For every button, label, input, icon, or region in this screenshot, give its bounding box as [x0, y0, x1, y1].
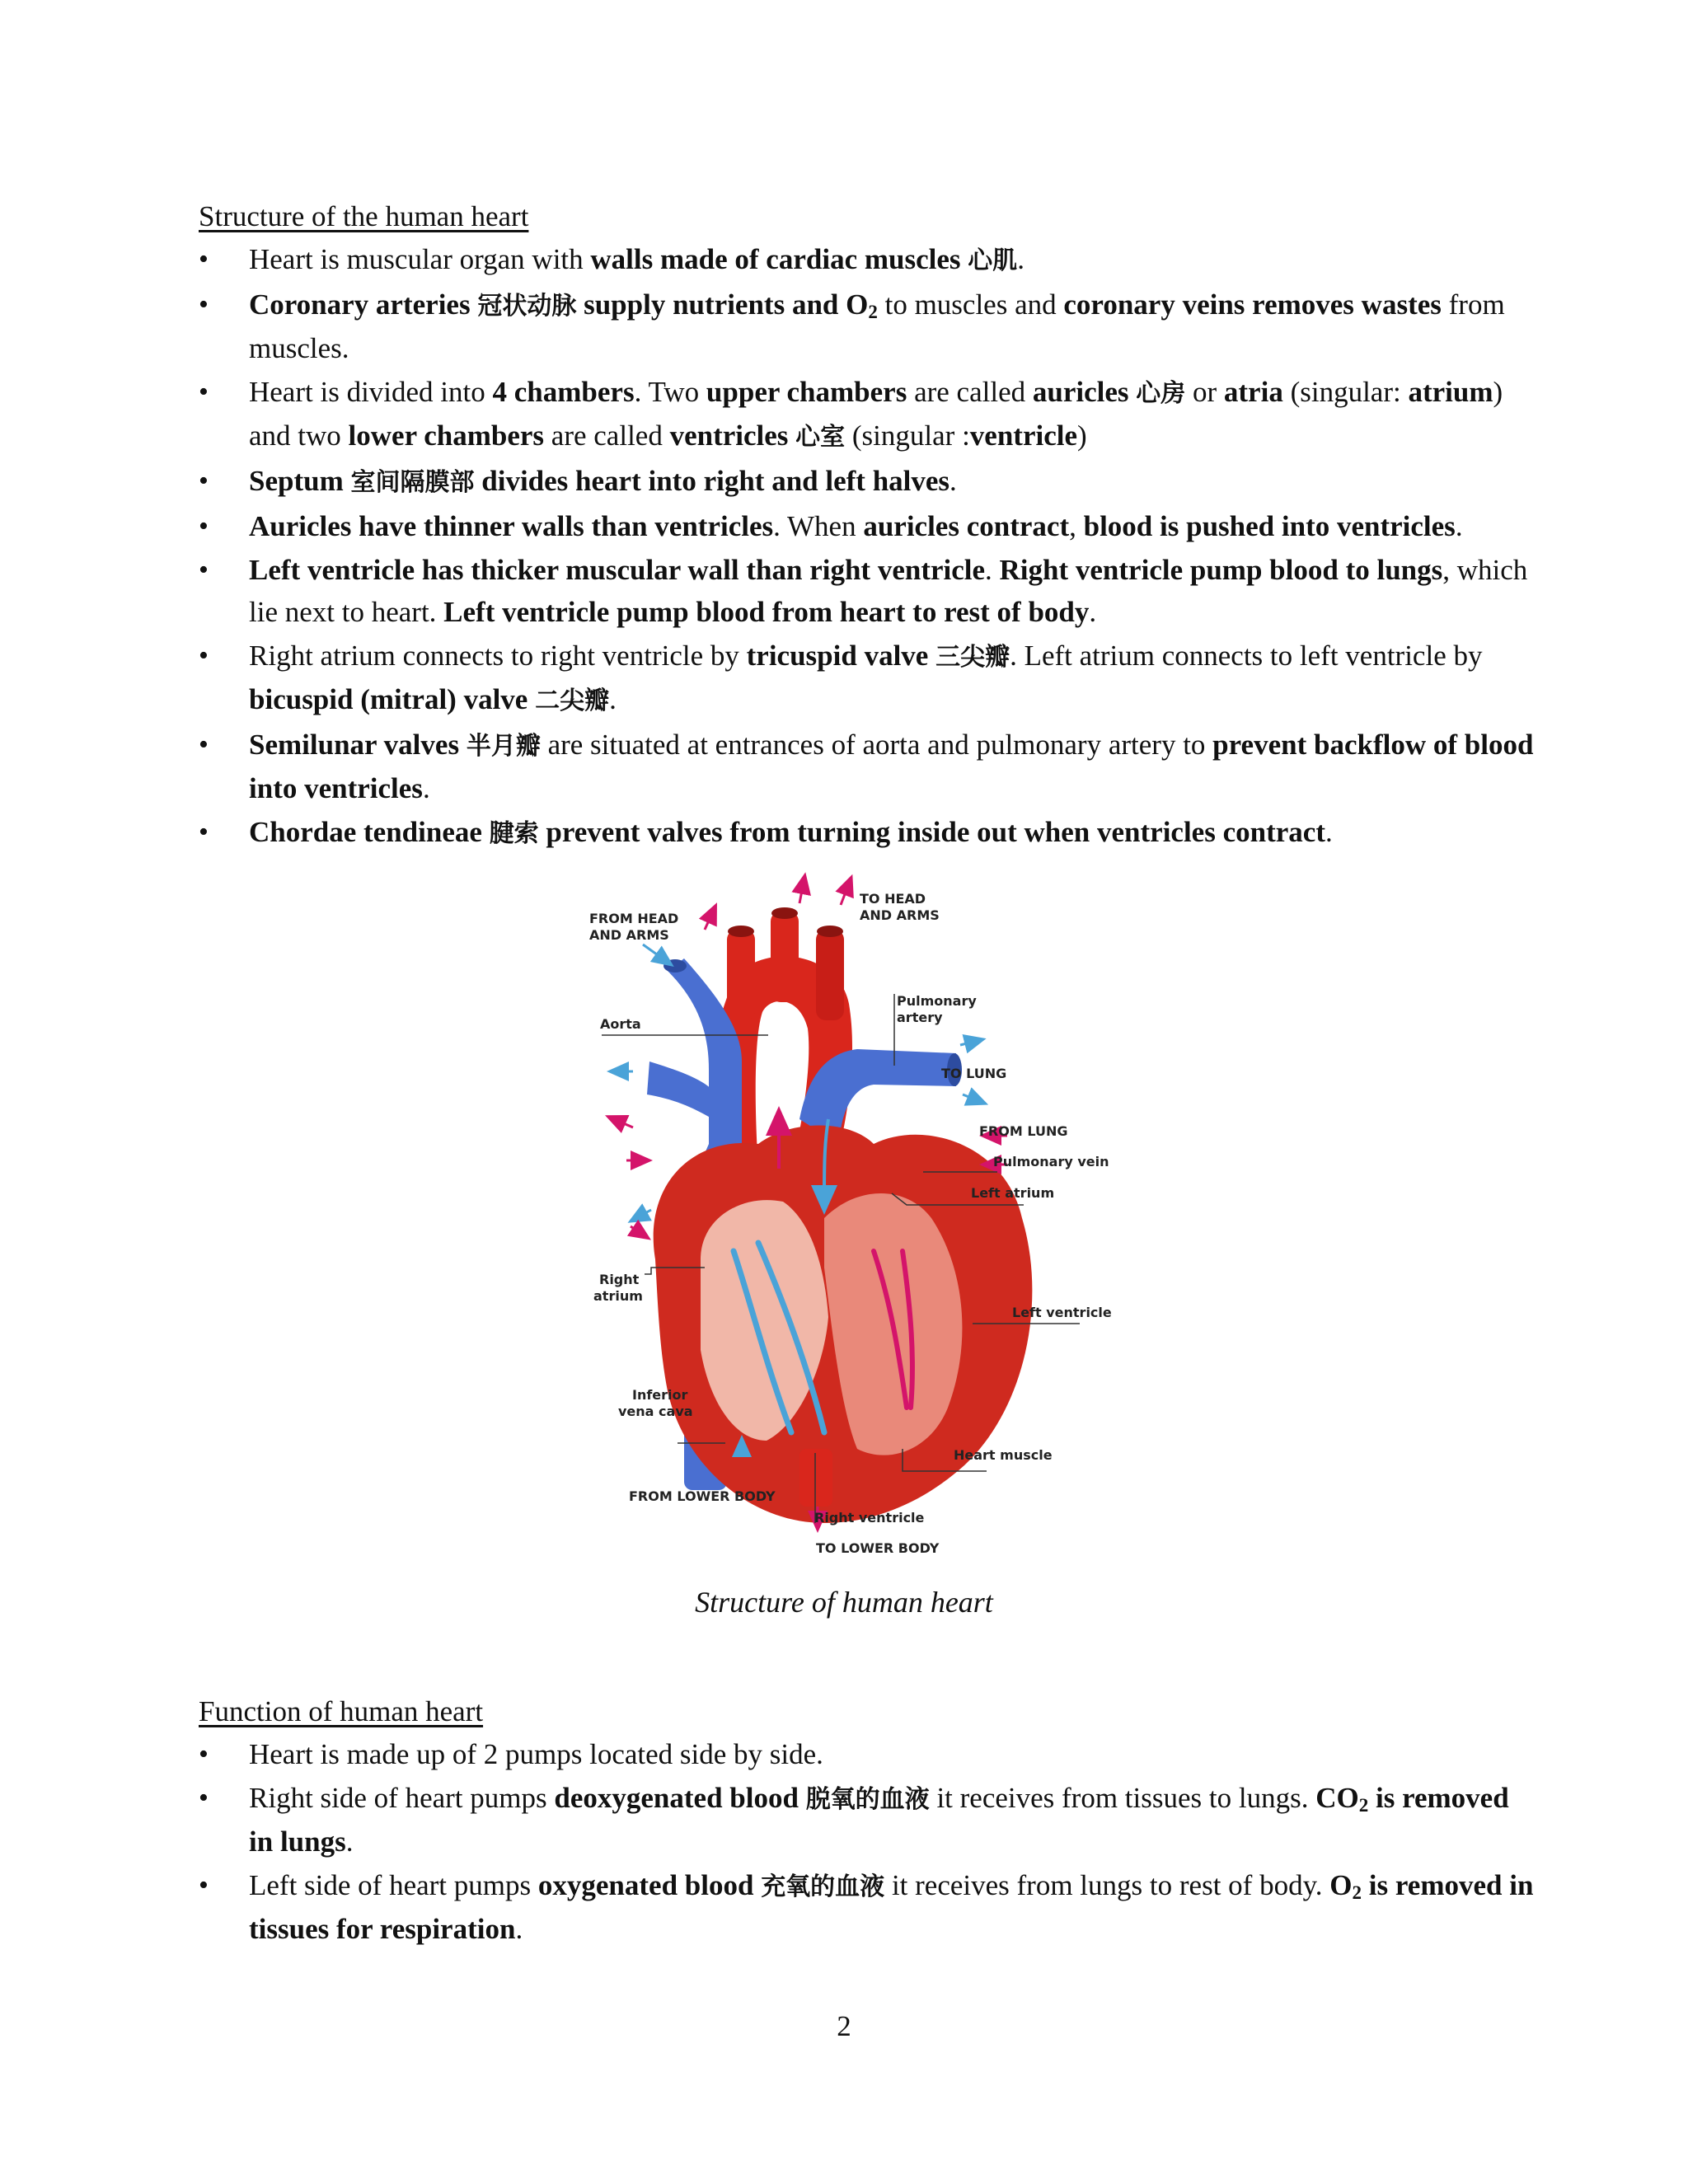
bold-text: auricles	[1032, 376, 1137, 408]
chinese-term: 室间隔膜部	[350, 468, 475, 497]
bold-text: Left ventricle has thicker muscular wall than right ventricle	[249, 554, 986, 586]
bullet-item	[199, 635, 1538, 722]
bold-text: Chordae tendineae	[249, 816, 490, 848]
subscript-text: 2	[1358, 1795, 1369, 1816]
text-run: ,	[1069, 510, 1084, 542]
text-run: .	[985, 554, 1000, 586]
bold-text: Semilunar valves	[249, 729, 467, 761]
heart-diagram	[577, 872, 1121, 1564]
text-run: Left side of heart pumps	[249, 1869, 538, 1901]
chinese-term: 二尖瓣	[535, 687, 610, 715]
bullet-item	[199, 371, 1538, 458]
bold-text: ventricles	[669, 419, 796, 452]
bold-text: walls made of cardiac muscles	[590, 243, 968, 275]
text-run: (singular:	[1282, 376, 1409, 408]
label-left-atrium: Left atrium	[971, 1185, 1055, 1201]
bold-text: is removed in lungs	[249, 1782, 1509, 1858]
bullet-item	[199, 1864, 1538, 1950]
bold-text: Left ventricle pump blood from heart to rest of body	[443, 596, 1090, 628]
text-run: are called	[907, 376, 1033, 408]
text-run: .	[1089, 596, 1097, 628]
bold-text: coronary veins removes wastes	[1063, 288, 1442, 321]
label-from-head-1: FROM HEAD	[589, 911, 679, 926]
bullet-item	[199, 505, 1538, 547]
label-left-ventricle: Left ventricle	[1012, 1305, 1112, 1320]
bold-text: blood is pushed into ventricles	[1083, 510, 1456, 542]
chinese-term: 心肌	[968, 246, 1018, 275]
bold-text: prevent valves from turning inside out when ventricles contract	[538, 816, 1325, 848]
label-pulmonary-artery-1: Pulmonary	[897, 993, 977, 1009]
page-number: 2	[837, 2010, 851, 2042]
text-run: Right atrium connects to right ventricle by	[249, 640, 747, 672]
bold-text: Right ventricle pump blood to lungs	[999, 554, 1443, 586]
text-run: from muscles.	[249, 288, 1505, 364]
text-run: to muscles and	[877, 288, 1064, 321]
bullet-item	[199, 549, 1538, 633]
bullet-item	[199, 811, 1538, 855]
bullet-item	[199, 238, 1538, 282]
label-from-head-2: AND ARMS	[589, 927, 669, 943]
structure-bullet-list	[199, 238, 1538, 855]
function-heading: Function of human heart	[199, 1695, 484, 1727]
chinese-term: 冠状动脉	[477, 292, 577, 321]
label-to-lung: TO LUNG	[941, 1066, 1007, 1081]
text-run: Heart is divided into	[249, 376, 493, 408]
text-run: Heart is muscular organ with	[249, 243, 591, 275]
bold-text: oxygenated blood	[537, 1869, 762, 1901]
label-pulmonary-artery-2: artery	[897, 1010, 943, 1025]
text-run: Right side of heart pumps	[249, 1782, 555, 1814]
structure-heading: Structure of the human heart	[199, 200, 529, 232]
label-from-lower-body: FROM LOWER BODY	[629, 1488, 776, 1504]
text-run: . Left atrium connects to left ventricle by	[1010, 640, 1483, 672]
bold-text: upper chambers	[706, 376, 907, 408]
text-run: .	[1017, 243, 1025, 275]
text-run: .	[1325, 816, 1333, 848]
label-from-lung: FROM LUNG	[979, 1123, 1068, 1139]
bold-text: 4 chambers	[492, 376, 635, 408]
bold-text: is removed in tissues for respiration	[249, 1869, 1534, 1945]
bold-text: supply nutrients and O	[576, 288, 869, 321]
label-heart-muscle: Heart muscle	[954, 1447, 1053, 1463]
text-run: Heart is made up of 2 pumps located side by side.	[249, 1738, 823, 1770]
bold-text: bicuspid (mitral) valve	[249, 683, 536, 715]
text-run: )	[1077, 419, 1087, 452]
text-run: it receives from lungs to rest of body.	[884, 1869, 1330, 1901]
text-run: are situated at entrances of aorta and pulmonary artery to	[540, 729, 1213, 761]
bold-text: lower chambers	[348, 419, 545, 452]
text-run: or	[1185, 376, 1224, 408]
bold-text: Septum	[249, 465, 351, 497]
subscript-text: 2	[1352, 1882, 1362, 1903]
text-run: .	[609, 683, 617, 715]
label-to-head-2: AND ARMS	[860, 907, 940, 923]
heart-diagram-svg	[577, 872, 1121, 1564]
text-run: .	[345, 1825, 354, 1858]
chinese-term: 心房	[1136, 379, 1186, 408]
text-run: (singular :	[845, 419, 970, 452]
bold-text: Coronary arteries	[249, 288, 478, 321]
bold-text: atrium	[1408, 376, 1493, 408]
bullet-item	[199, 724, 1538, 809]
label-pulmonary-vein: Pulmonary vein	[993, 1154, 1109, 1169]
bold-text: prevent backflow of blood into ventricles	[249, 729, 1534, 804]
text-run: . Two	[634, 376, 706, 408]
label-to-lower-body: TO LOWER BODY	[816, 1540, 940, 1556]
bold-text: O	[1329, 1869, 1353, 1901]
bullet-item	[199, 460, 1538, 504]
text-run: , which lie next to heart.	[249, 554, 1528, 628]
chinese-term: 三尖瓣	[935, 643, 1010, 672]
bold-text: ventricle	[969, 419, 1078, 452]
bold-text: auricles contract	[863, 510, 1070, 542]
bold-text: Auricles have thinner walls than ventricles	[249, 510, 774, 542]
label-to-head-1: TO HEAD	[860, 891, 926, 907]
text-run: .	[422, 772, 430, 804]
bold-text: deoxygenated blood	[554, 1782, 806, 1814]
label-right-ventricle: Right ventricle	[814, 1510, 925, 1526]
chinese-term: 心室	[795, 423, 846, 452]
text-run: it receives from tissues to lungs.	[929, 1782, 1316, 1814]
text-run: ) and two	[249, 376, 1503, 452]
bullet-item	[199, 1733, 1538, 1775]
bold-text: tricuspid valve	[746, 640, 936, 672]
bold-text: divides heart into right and left halves	[474, 465, 950, 497]
chinese-term: 脱氧的血液	[805, 1785, 930, 1814]
label-aorta: Aorta	[600, 1016, 641, 1032]
text-run: .	[515, 1913, 523, 1945]
chinese-term: 充氧的血液	[761, 1872, 885, 1901]
subscript-text: 2	[868, 302, 878, 322]
chinese-term: 腱索	[489, 819, 539, 848]
bold-text: atria	[1223, 376, 1283, 408]
text-run: .	[1455, 510, 1463, 542]
label-right-atrium-2: atrium	[593, 1288, 643, 1304]
bullet-item	[199, 284, 1538, 369]
figure-caption: Structure of human heart	[695, 1586, 993, 1619]
text-run: .	[950, 465, 957, 497]
label-inferior-vena-cava-1: Inferior	[632, 1387, 688, 1403]
text-run: . When	[773, 510, 864, 542]
label-inferior-vena-cava-2: vena cava	[618, 1404, 693, 1419]
text-run: are called	[544, 419, 670, 452]
function-bullet-list	[199, 1733, 1538, 1950]
chinese-term: 半月瓣	[466, 732, 541, 761]
bullet-item	[199, 1777, 1538, 1863]
bold-text: CO	[1315, 1782, 1359, 1814]
label-right-atrium-1: Right	[599, 1272, 640, 1287]
